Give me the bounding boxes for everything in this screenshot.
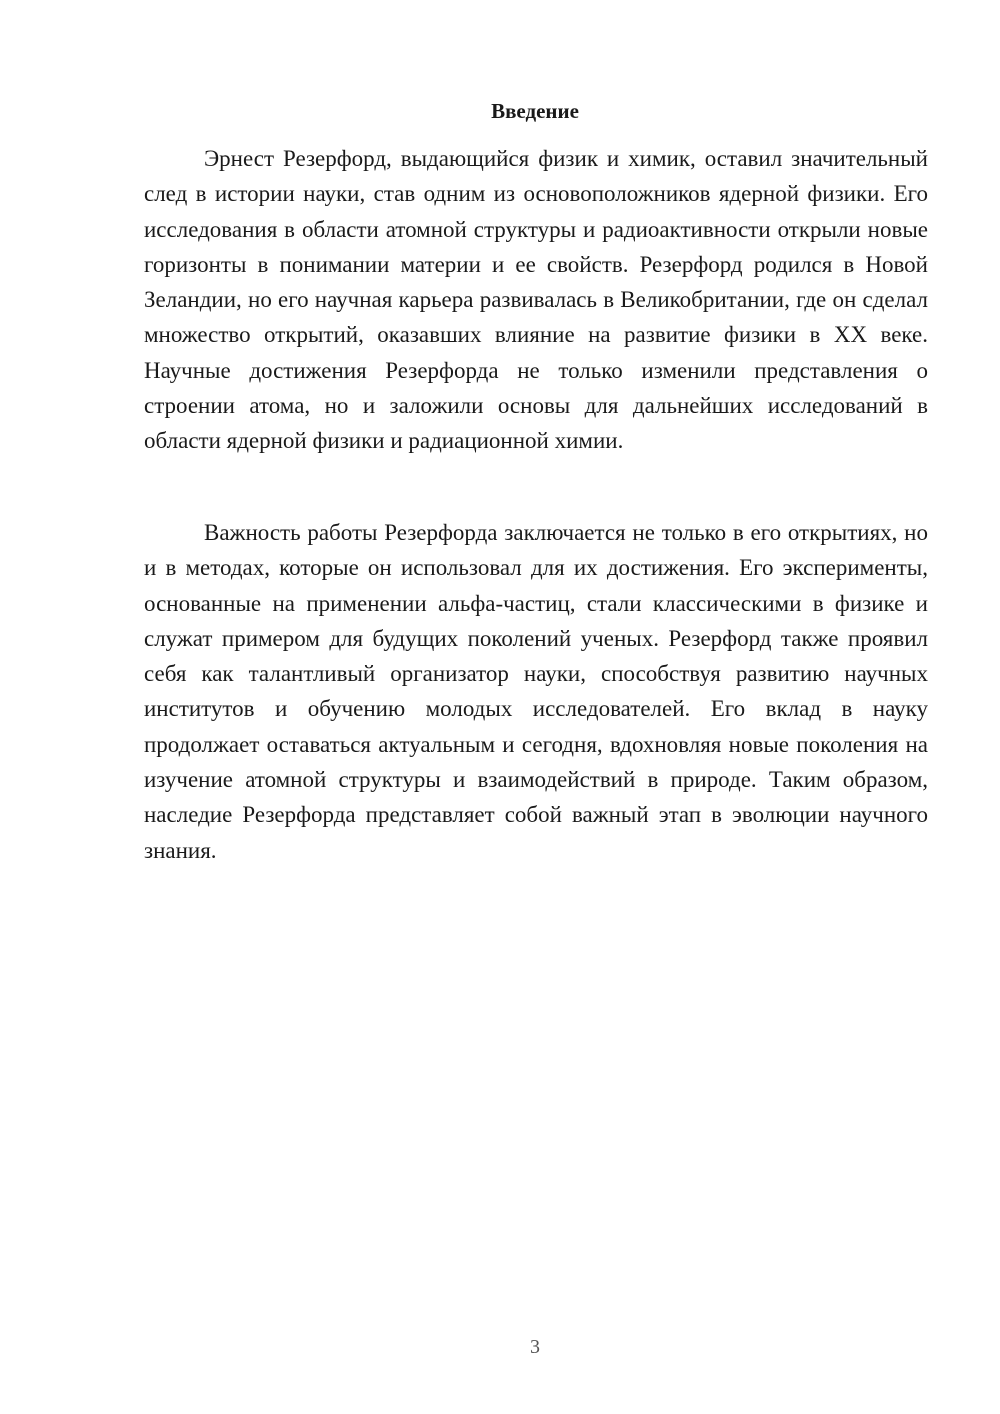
- page-number: 3: [530, 1336, 540, 1358]
- section-heading: Введение: [491, 99, 579, 123]
- paragraph-intro: Эрнест Резерфорд, выдающийся физик и химик, оставил значительный след в истории науки, став одним из основоположников ядерной физики. Его исследования в области атомной структуры и радиоактивности открыли новые горизонты в понимании материи и ее свойств. Резерфорд родился в Новой Зеландии, но его научная карьера развивалась в Великобритании, где он сделал множество открытий, оказавших влияние на развитие физики в XX веке. Научные достижения Резерфорда не только изменили представления о строении атома, но и заложили основы для дальнейших исследований в области ядерной физики и радиационной химии.: [144, 146, 928, 454]
- paragraph-importance: Важность работы Резерфорда заключается не только в его открытиях, но и в методах, которые он использовал для их достижения. Его эксперименты, основанные на применении альфа-частиц, стали классическими в физике и служат примером для будущих поколений ученых. Резерфорд также проявил себя как талантливый организатор науки, способствуя развитию научных институтов и обучению молодых исследователей. Его вклад в науку продолжает оставаться актуальным и сегодня, вдохновляя новые поколения на изучение атомной структуры и взаимодействий в природе. Таким образом, наследие Резерфорда представляет собой важный этап в эволюции научного знания.: [144, 520, 928, 863]
